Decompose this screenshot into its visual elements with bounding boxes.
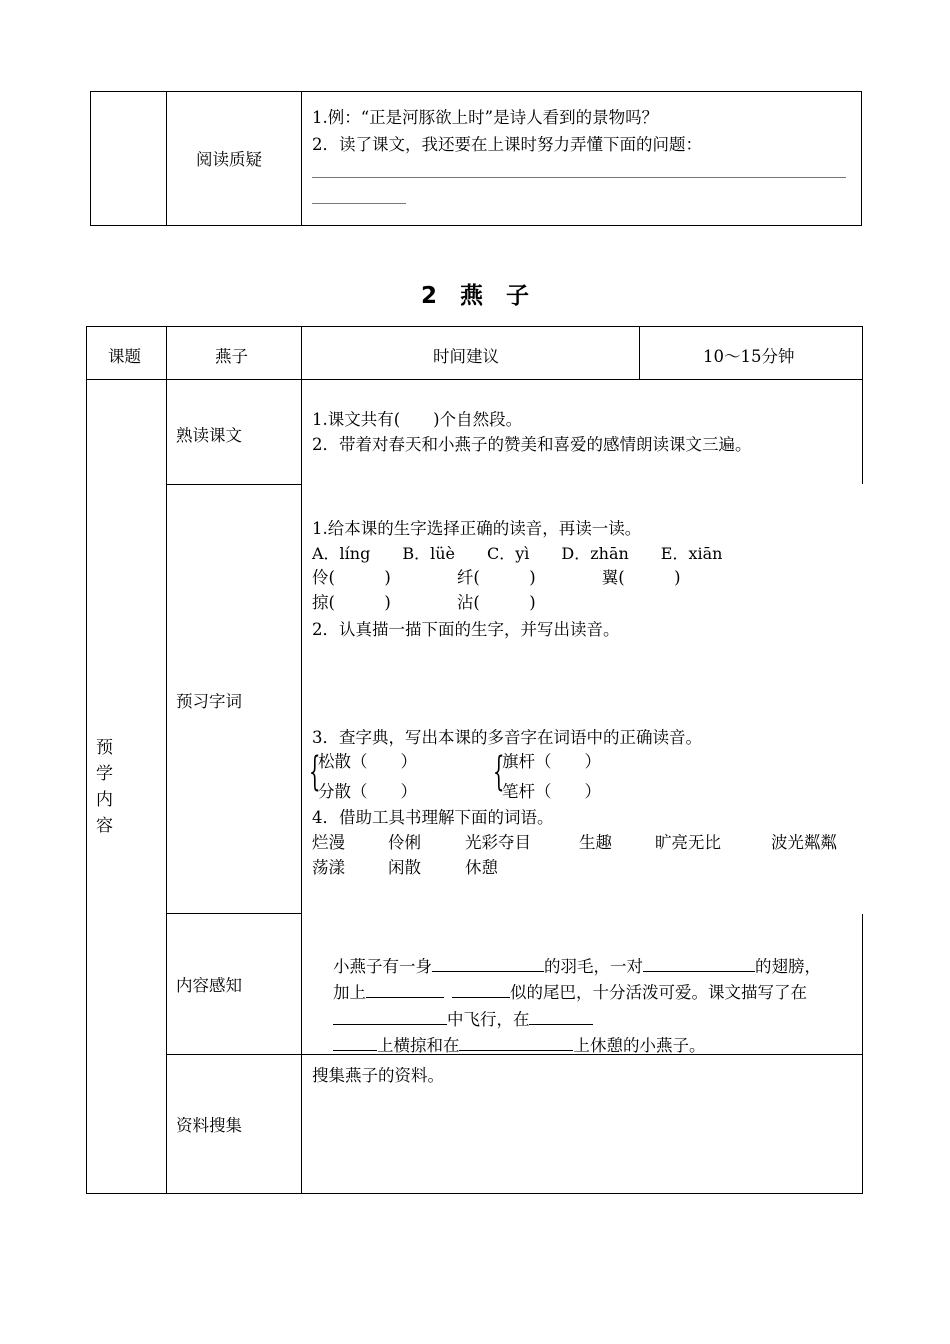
reading-label: 熟读课文	[176, 426, 242, 445]
char-q2: 2．认真描一描下面的生字，并写出读音。	[312, 620, 620, 639]
poly1-b: 分散（ ）	[318, 782, 417, 801]
word: 荡漾	[312, 858, 345, 877]
char-options: A．líng B．lüè C．yì D．zhān E．xiān	[312, 544, 723, 563]
char-row-a: 伶( ) 纤( ) 翼( )	[312, 568, 681, 587]
text: 上休憩的小燕子。	[573, 1036, 706, 1055]
reading-question-label: 阅读质疑	[196, 150, 262, 169]
research-text: 搜集燕子的资料。	[312, 1066, 444, 1085]
topic-value: 燕子	[215, 347, 248, 366]
text: 中飞行，在	[446, 1010, 530, 1029]
answer-line	[312, 177, 846, 178]
blank	[333, 1034, 377, 1051]
poly2-a: 旗杆（ ）	[502, 752, 601, 771]
brace-right: {	[493, 749, 505, 795]
word: 休憩	[465, 858, 498, 877]
text: 的羽毛，一对	[543, 957, 643, 976]
lesson-title: 2 燕 子	[420, 283, 529, 309]
text: 加上	[332, 983, 366, 1002]
question-line-1: 1.例：“正是河豚欲上时”是诗人看到的景物吗？	[312, 108, 659, 127]
word: 生趣	[579, 833, 612, 852]
text: 似的尾巴，十分活泼可爱。课文描写了在	[509, 983, 807, 1002]
poly1-a: 松散（ ）	[318, 752, 417, 771]
text: 小燕子有一身	[332, 957, 432, 976]
topic-label: 课题	[108, 347, 141, 366]
blank	[459, 1034, 573, 1051]
word: 光彩夺目	[465, 833, 531, 852]
section-label: 预学内容	[96, 738, 113, 836]
text: 的翅膀，	[754, 957, 821, 976]
char-row-b: 掠( ) 沾( )	[312, 593, 536, 612]
word: 波光粼粼	[771, 833, 837, 852]
question-line-2: 2．读了课文，我还要在上课时努力弄懂下面的问题：	[312, 135, 702, 154]
char-q1: 1.给本课的生字选择正确的读音，再读一读。	[312, 519, 642, 538]
word: 旷亮无比	[655, 833, 721, 852]
brace-left: {	[309, 749, 321, 795]
characters-label: 预习字词	[176, 692, 242, 711]
word: 闲散	[388, 858, 421, 877]
poly2-b: 笔杆（ ）	[502, 782, 601, 801]
time-value: 10～15分钟	[703, 347, 795, 366]
char-q4: 4．借助工具书理解下面的词语。	[312, 808, 554, 827]
text: 上横掠和在	[376, 1036, 460, 1055]
content-label: 内容感知	[176, 976, 242, 995]
word: 伶俐	[388, 833, 421, 852]
word: 烂漫	[312, 833, 345, 852]
research-label: 资料搜集	[176, 1116, 242, 1135]
char-q3: 3．查字典，写出本课的多音字在词语中的正确读音。	[312, 728, 702, 747]
reading-line-2: 2．带着对春天和小燕子的赞美和喜爱的感情朗读课文三遍。	[312, 435, 752, 454]
time-label: 时间建议	[433, 347, 499, 366]
answer-line	[312, 203, 406, 204]
reading-line-1: 1.课文共有( )个自然段。	[312, 410, 523, 429]
